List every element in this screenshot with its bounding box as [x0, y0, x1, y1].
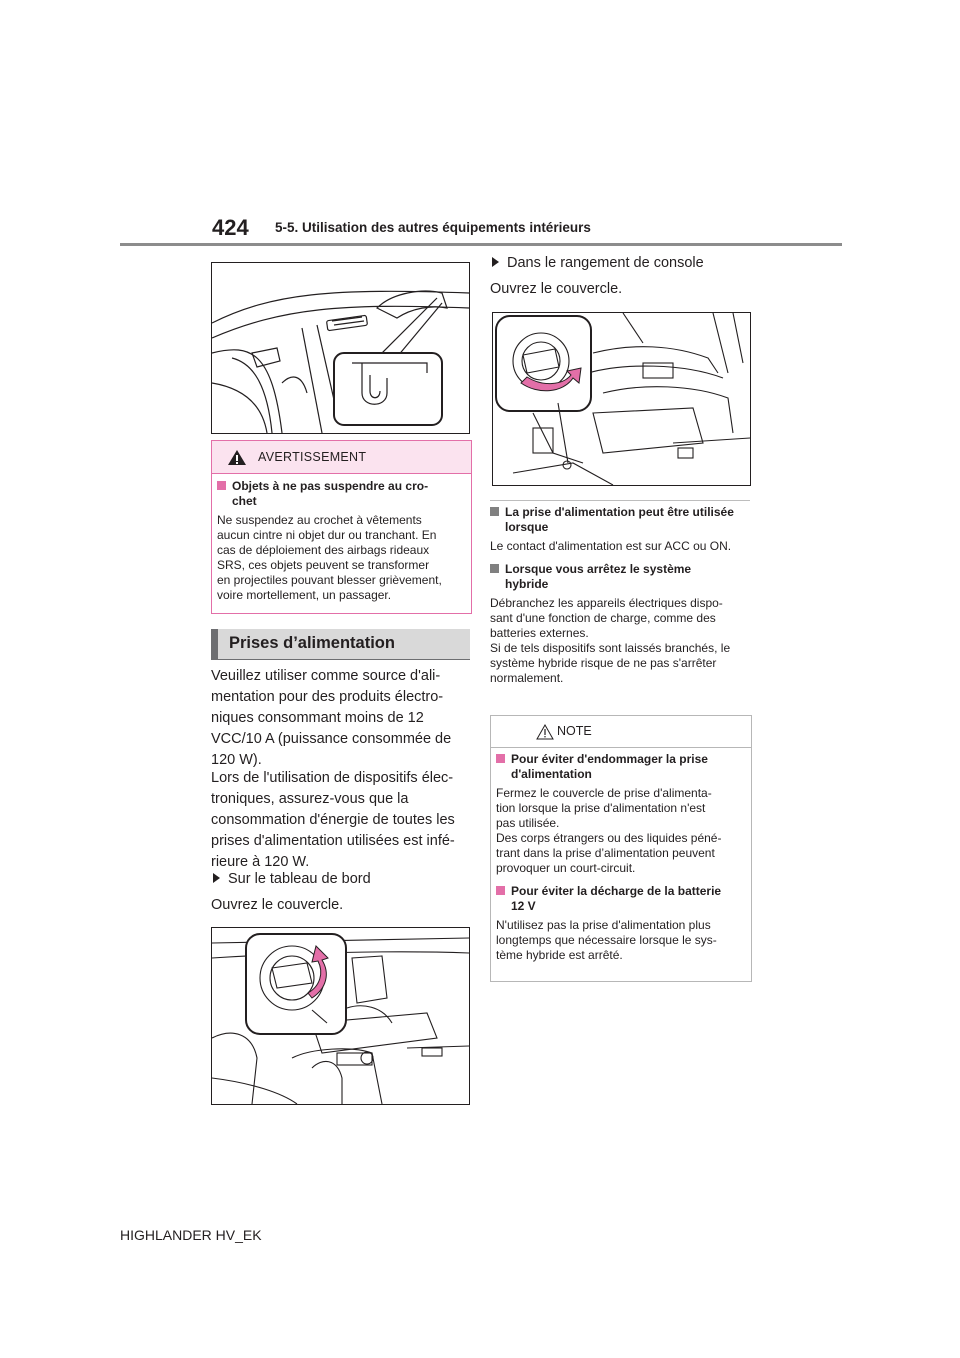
console-instruction: Ouvrez le couvercle. — [490, 281, 623, 297]
usage-line: consommation d'énergie de toutes les — [211, 812, 455, 828]
warning-body-line: cas de déploiement des airbags rideaux — [217, 543, 430, 557]
dashboard-outlet-illustration — [211, 927, 470, 1105]
intro-line: Veuillez utiliser comme source d'ali- — [211, 668, 441, 684]
warning-item-title: Objets à ne pas suspendre au cro- — [217, 479, 467, 494]
console-outlet-illustration — [492, 312, 751, 486]
note-body-line: Des corps étrangers ou des liquides péné- — [496, 831, 722, 845]
info-body-line: système hybride risque de ne pas s'arrêter — [490, 656, 717, 670]
header-rule — [120, 243, 842, 246]
usage-line: troniques, assurez-vous que la — [211, 791, 409, 807]
info-item-body: Le contact d'alimentation est sur ACC ou ON. — [490, 539, 732, 553]
info-body-line: batteries externes. — [490, 626, 589, 640]
triangle-bullet-icon — [492, 257, 499, 267]
caution-triangle-icon — [536, 724, 554, 745]
info-body-line: sant d'une fonction de charge, comme des — [490, 611, 716, 625]
info-body-line: normalement. — [490, 671, 564, 685]
note-body-line: longtemps que nécessaire lorsque le sys- — [496, 933, 717, 947]
note-body-line: tion lorsque la prise d'alimentation n'est — [496, 801, 706, 815]
note-item-title-cont: 12 V — [511, 899, 536, 913]
warning-body-line: SRS, ces objets peuvent se transformer — [217, 558, 430, 572]
dashboard-instruction: Ouvrez le couvercle. — [211, 897, 344, 913]
coat-hook-illustration — [211, 262, 470, 434]
square-bullet-icon — [496, 886, 505, 895]
intro-paragraph — [211, 666, 471, 771]
note-label: NOTE — [557, 724, 592, 738]
warning-body-line: voire mortellement, un passager. — [217, 588, 392, 602]
info-item-title: La prise d'alimentation peut être utilisée — [490, 505, 752, 520]
usage-line: prises d'alimentation utilisées est infé- — [211, 833, 455, 849]
heading-marker — [211, 629, 218, 659]
info-item-title-cont: lorsque — [505, 520, 549, 534]
section-heading-bar — [211, 629, 470, 659]
intro-line: mentation pour des produits électro- — [211, 689, 444, 705]
info-body-line: Débranchez les appareils électriques dispo- — [490, 596, 723, 610]
heading-underline — [211, 659, 470, 660]
model-footer: HIGHLANDER HV_EK — [120, 1227, 262, 1243]
note-body-line: trant dans la prise d’alimentation peuvent — [496, 846, 715, 860]
warning-body-line: Ne suspendez au crochet à vêtements — [217, 513, 422, 527]
note-body-line: pas utilisée. — [496, 816, 560, 830]
console-bullet: Dans le rangement de console — [492, 255, 704, 271]
note-box — [490, 715, 752, 982]
square-bullet-icon — [496, 754, 505, 763]
note-item-title-cont: d'alimentation — [511, 767, 592, 781]
dashboard-bullet: Sur le tableau de bord — [213, 871, 371, 887]
usage-paragraph — [211, 768, 471, 873]
note-item-title: Pour éviter la décharge de la batterie — [496, 884, 748, 899]
note-body-line: provoquer un court-circuit. — [496, 861, 636, 875]
info-item-title: Lorsque vous arrêtez le système — [490, 562, 752, 577]
square-bullet-icon — [217, 481, 226, 490]
page-number: 424 — [212, 215, 249, 240]
info-divider — [490, 500, 750, 501]
info-body-line: Si de tels dispositifs sont laissés branchés, le — [490, 641, 731, 655]
section-title: 5-5. Utilisation des autres équipements intérieurs — [275, 220, 591, 235]
note-item-title: Pour éviter d'endommager la prise — [496, 752, 748, 767]
intro-line: VCC/10 A (puissance consommée de — [211, 731, 452, 747]
note-header — [491, 716, 751, 748]
warning-box — [211, 440, 472, 614]
intro-line: niques consommant moins de 12 — [211, 710, 424, 726]
usage-line: Lors de l'utilisation de dispositifs élec- — [211, 770, 454, 786]
warning-triangle-icon — [227, 449, 247, 471]
warning-header — [212, 441, 471, 474]
note-body-line: N'utilisez pas la prise d'alimentation plus — [496, 918, 711, 932]
triangle-bullet-icon — [213, 873, 220, 883]
square-bullet-icon — [490, 564, 499, 573]
square-bullet-icon — [490, 507, 499, 516]
warning-body-line: aucun cintre ni objet dur ou tranchant. En — [217, 528, 437, 542]
intro-line: 120 W). — [211, 752, 262, 768]
warning-item-title-cont: chet — [232, 494, 257, 508]
info-section — [490, 505, 752, 686]
warning-label: AVERTISSEMENT — [258, 450, 367, 464]
section-heading: Prises d’alimentation — [229, 634, 395, 652]
warning-body-line: en projectiles pouvant blesser grièvement, — [217, 573, 442, 587]
note-body-line: Fermez le couvercle de prise d'alimenta- — [496, 786, 712, 800]
usage-line: rieure à 120 W. — [211, 854, 310, 870]
info-item-title-cont: hybride — [505, 577, 549, 591]
note-body-line: tème hybride est arrêté. — [496, 948, 623, 962]
